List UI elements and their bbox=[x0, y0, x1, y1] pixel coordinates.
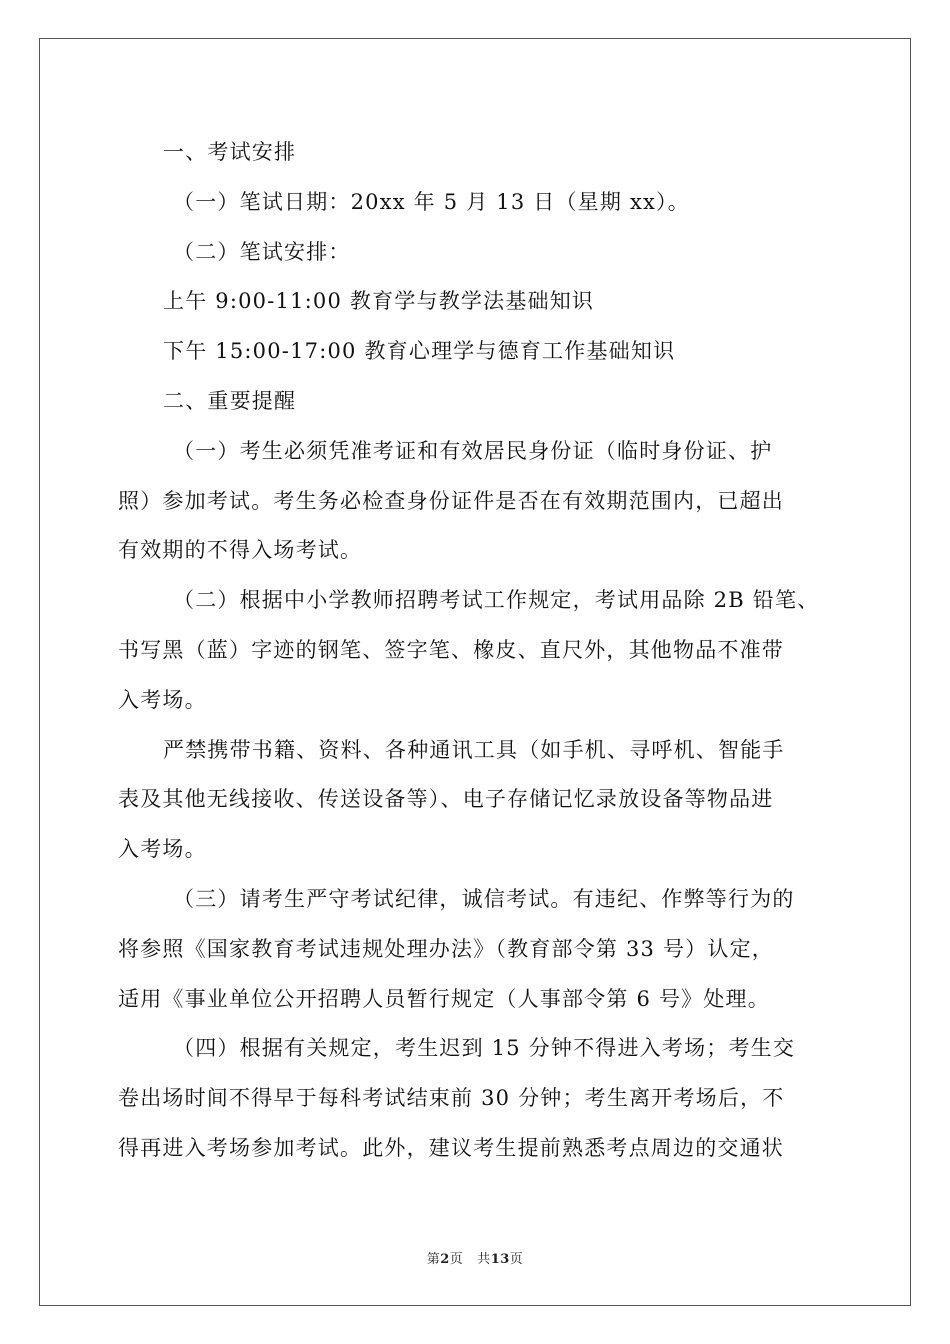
text-line: 入考场。 bbox=[118, 687, 207, 712]
text-line: 一、考试安排 bbox=[163, 140, 297, 164]
footer-total-number: 13 bbox=[490, 1252, 510, 1267]
footer-page-prefix: 第 bbox=[426, 1252, 441, 1267]
text-line: 上午 9:00-11:00 教育学与教学法基础知识 bbox=[163, 289, 595, 314]
text-line: （二）笔试安排： bbox=[173, 239, 351, 264]
document-body bbox=[118, 128, 838, 1174]
footer-page-number: 2 bbox=[440, 1252, 450, 1267]
text-line: 严禁携带书籍、资料、各种通讯工具（如手机、寻呼机、智能手 bbox=[163, 737, 785, 762]
text-line: 得再进入考场参加考试。此外，建议考生提前熟悉考点周边的交通状 bbox=[118, 1135, 784, 1160]
footer-total-prefix: 共 bbox=[477, 1252, 491, 1267]
footer-page-suffix: 页 bbox=[449, 1252, 464, 1267]
text-line: 照）参加考试。考生务必检查身份证件是否在有效期范围内，已超出 bbox=[118, 488, 784, 513]
text-line: 入考场。 bbox=[118, 837, 207, 862]
text-line: （一）笔试日期：20xx 年 5 月 13 日（星期 xx）。 bbox=[173, 189, 690, 214]
text-line: 下午 15:00-17:00 教育心理学与德育工作基础知识 bbox=[163, 339, 676, 364]
text-line: （一）考生必须凭准考证和有效居民身份证（临时身份证、护 bbox=[173, 438, 773, 463]
text-line: 二、重要提醒 bbox=[163, 388, 297, 413]
text-line: 表及其他无线接收、传送设备等）、电子存储记忆录放设备等物品进 bbox=[118, 787, 774, 812]
text-line: （二）根据中小学教师招聘考试工作规定，考试用品除 2B 铅笔、 bbox=[173, 588, 820, 613]
page-footer bbox=[0, 1248, 950, 1267]
text-line: 将参照《国家教育考试违规处理办法》（教育部令第 33 号）认定， bbox=[118, 936, 774, 961]
text-line: 有效期的不得入场考试。 bbox=[118, 538, 363, 563]
text-line: （四）根据有关规定，考生迟到 15 分钟不得进入考场；考生交 bbox=[173, 1036, 796, 1061]
text-line: 卷出场时间不得早于每科考试结束前 30 分钟；考生离开考场后，不 bbox=[118, 1086, 785, 1111]
text-line: （三）请考生严守考试纪律，诚信考试。有违纪、作弊等行为的 bbox=[173, 886, 795, 911]
footer-total-suffix: 页 bbox=[509, 1252, 524, 1267]
text-line: 适用《事业单位公开招聘人员暂行规定（人事部令第 6 号》处理。 bbox=[118, 986, 770, 1011]
text-line: 书写黑（蓝）字迹的钢笔、签字笔、橡皮、直尺外，其他物品不准带 bbox=[118, 637, 784, 662]
